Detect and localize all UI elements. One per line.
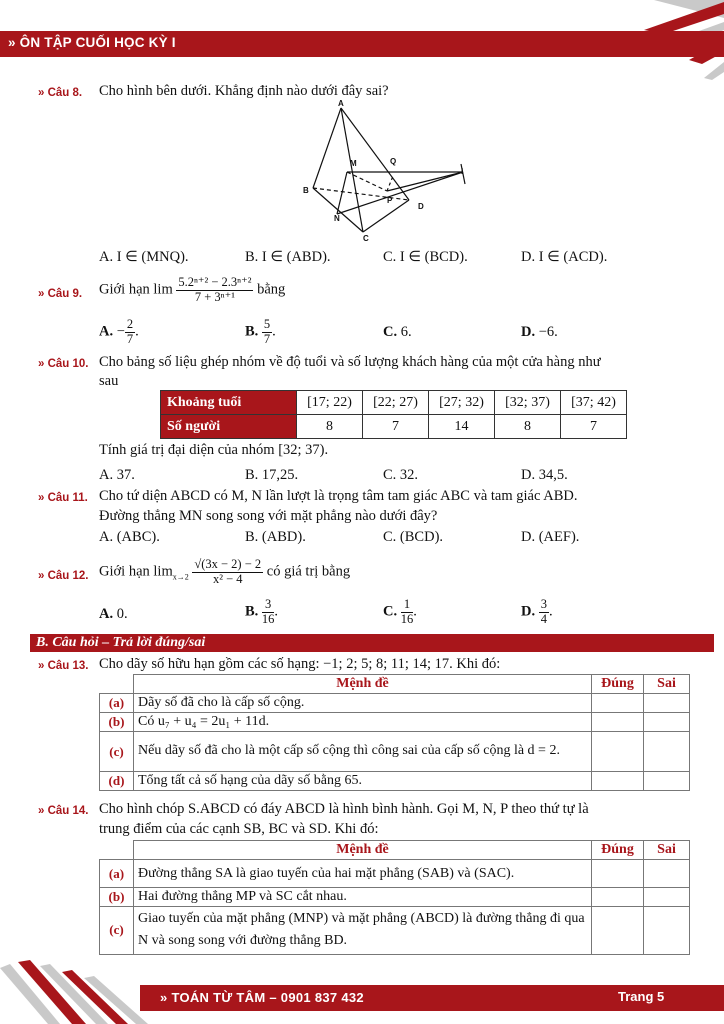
table-cell: [32; 37)	[495, 391, 561, 415]
true-cell[interactable]	[592, 907, 644, 955]
header-false: Sai	[644, 675, 690, 694]
row-statement: Có u₇ + u₄ = 2u₁ + 11d.	[134, 713, 592, 732]
table-row	[100, 860, 690, 888]
table-cell: [37; 42)	[561, 391, 627, 415]
option-label: A.	[99, 606, 114, 622]
table-cell: [17; 22)	[297, 391, 363, 415]
q13-number: » Câu 13.	[38, 660, 89, 672]
q12-text-after: có giá trị bằng	[266, 563, 351, 580]
q11-option-d[interactable]: D. (AEF).	[521, 529, 580, 545]
q14-line1: Cho hình chóp S.ABCD có đáy ABCD là hình bình hành. Gọi M, N, P theo thứ tự là	[99, 801, 589, 817]
table-row	[161, 415, 627, 439]
row-label: (b)	[100, 713, 134, 732]
option-fraction	[125, 318, 135, 347]
option-label: B.	[245, 603, 259, 620]
q8-number: » Câu 8.	[38, 87, 83, 99]
option-label: A.	[99, 323, 114, 340]
q9-expression	[99, 276, 285, 305]
frac-den: 16	[261, 611, 275, 626]
row-label: (a)	[100, 694, 134, 713]
table-header-age: Khoảng tuổi	[161, 391, 297, 415]
option-fraction	[262, 318, 272, 347]
q12-expression	[99, 558, 350, 587]
q10-option-b[interactable]: B. 17,25.	[245, 467, 299, 483]
q12-option-d[interactable]: D. $\frac{3}{4}$ .	[521, 597, 553, 626]
true-cell[interactable]	[592, 772, 644, 791]
footer-contact: » TOÁN TỪ TÂM – 0901 837 432	[160, 990, 364, 1005]
table-header-row	[100, 675, 690, 694]
q12-text-before: Giới hạn lim	[99, 563, 173, 580]
q12-frac-den: x² − 4	[212, 571, 243, 586]
fig-label-d: D	[418, 202, 424, 211]
true-cell[interactable]	[592, 732, 644, 772]
fig-label-q: Q	[390, 157, 397, 166]
option-value: 0	[116, 606, 124, 622]
true-cell[interactable]	[592, 713, 644, 732]
option-label: D.	[521, 324, 536, 340]
q8-option-d[interactable]: D. I ∈ (ACD).	[521, 249, 608, 265]
table-cell: 14	[429, 415, 495, 439]
fig-label-p: P	[387, 196, 393, 205]
table-blank	[100, 675, 134, 694]
q13-text: Cho dãy số hữu hạn gồm các số hạng: −1; 2; 5; 8; 11; 14; 17. Khi đó:	[99, 656, 501, 672]
q14-line2: trung điểm của các cạnh SB, BC và SD. Khi đó:	[99, 821, 379, 837]
false-cell[interactable]	[644, 772, 690, 791]
false-cell[interactable]	[644, 860, 690, 888]
option-label: C.	[383, 324, 398, 340]
q11-line2: Đường thẳng MN song song với mặt phẳng nào dưới đây?	[99, 508, 438, 524]
q9-frac-den: 7 + 3ⁿ⁺¹	[194, 289, 235, 304]
row-statement: Nếu dãy số đã cho là một cấp số cộng thì công sai của cấp số cộng là d = 2.	[134, 732, 592, 772]
option-value: −6	[538, 324, 555, 340]
frac-num: 3	[540, 597, 547, 611]
q11-line1: Cho tứ diện ABCD có M, N lần lượt là trọng tâm tam giác ABC và tam giác ABD.	[99, 488, 578, 504]
q12-option-a[interactable]: A. 0.	[99, 606, 128, 622]
fig-label-i: I	[461, 167, 464, 176]
table-blank	[100, 841, 134, 860]
fig-label-b: B	[303, 186, 309, 195]
q10-question: Tính giá trị đại diện của nhóm [32; 37).	[99, 442, 329, 458]
false-cell[interactable]	[644, 713, 690, 732]
q9-frac-num: 5.2ⁿ⁺² − 2.3ⁿ⁺²	[178, 275, 252, 289]
table-row	[100, 772, 690, 791]
q9-fraction	[176, 276, 253, 305]
table-cell: [27; 32)	[429, 391, 495, 415]
q9-text-before: Giới hạn lim	[99, 281, 173, 298]
frac-den: 7	[263, 331, 271, 346]
q9-number: » Câu 9.	[38, 288, 83, 300]
page-number: Trang 5	[618, 989, 665, 1004]
false-cell[interactable]	[644, 732, 690, 772]
q9-option-d[interactable]: D. −6.	[521, 324, 558, 340]
true-cell[interactable]	[592, 860, 644, 888]
row-label: (d)	[100, 772, 134, 791]
frac-num: 1	[401, 598, 414, 613]
row-label: (c)	[100, 732, 134, 772]
q12-lim-sub: x→2	[172, 572, 189, 582]
false-cell[interactable]	[644, 888, 690, 907]
q10-text-line1: Cho bảng số liệu ghép nhóm về độ tuổi và số lượng khách hàng của một cửa hàng như	[99, 354, 601, 370]
q10-age-table	[160, 390, 627, 439]
header-true: Đúng	[592, 675, 644, 694]
q8-option-c[interactable]: C. I ∈ (BCD).	[383, 249, 468, 265]
table-row	[100, 732, 690, 772]
q9-text-after: bằng	[257, 281, 286, 298]
table-row	[161, 391, 627, 415]
fig-label-n: N	[334, 214, 340, 223]
q11-option-b[interactable]: B. (ABD).	[245, 529, 306, 545]
false-cell[interactable]	[644, 907, 690, 955]
q12-frac-num: √(3x − 2) − 2	[194, 557, 262, 571]
row-statement: Hai đường thẳng MP và SC cắt nhau.	[134, 888, 592, 907]
q8-option-b[interactable]: B. I ∈ (ABD).	[245, 249, 331, 265]
q11-number: » Câu 11.	[38, 492, 88, 504]
table-cell: 8	[297, 415, 363, 439]
header-title: » ÔN TẬP CUỐI HỌC KỲ I	[8, 35, 176, 50]
table-row	[100, 713, 690, 732]
fig-label-a: A	[338, 99, 344, 108]
q11-option-a[interactable]: A. (ABC).	[99, 529, 160, 545]
table-row	[100, 888, 690, 907]
q12-option-c[interactable]: C. $\frac{1}{16}$ .	[383, 597, 417, 626]
q9-option-c[interactable]: C. 6.	[383, 324, 412, 340]
true-cell[interactable]	[592, 888, 644, 907]
q10-option-c[interactable]: C. 32.	[383, 467, 419, 483]
frac-num: 3	[262, 598, 275, 613]
header-true: Đúng	[592, 841, 644, 860]
option-sign: −	[116, 323, 125, 340]
q10-text-line2: sau	[99, 373, 119, 389]
q12-option-b[interactable]: B. $\frac{3}{16}$ .	[245, 597, 279, 626]
row-label: (c)	[100, 907, 134, 955]
frac-den: 16	[400, 611, 414, 626]
row-label: (b)	[100, 888, 134, 907]
row-statement: Giao tuyến của mặt phẳng (MNP) và mặt phẳng (ABCD) là đường thẳng đi qua N và song song với đường thẳng BD.	[134, 907, 592, 955]
q10-option-a[interactable]: A. 37.	[99, 467, 135, 483]
table-row	[100, 907, 690, 955]
row-statement: Đường thẳng SA là giao tuyến của hai mặt phẳng (SAB) và (SAC).	[134, 860, 592, 888]
table-cell: 8	[495, 415, 561, 439]
frac-num: 2	[126, 317, 134, 331]
option-value: 6	[400, 324, 408, 340]
header-statement: Mệnh đề	[134, 841, 592, 860]
q12-fraction	[192, 558, 263, 587]
q8-figure	[295, 96, 475, 242]
option-label: C.	[383, 603, 398, 620]
q14-truefalse-table	[99, 840, 690, 955]
table-header-count: Số người	[161, 415, 297, 439]
table-cell: 7	[561, 415, 627, 439]
q10-number: » Câu 10.	[38, 358, 89, 370]
false-cell[interactable]	[644, 694, 690, 713]
frac-den: 4	[540, 611, 547, 626]
option-label: D.	[521, 603, 536, 620]
q9-option-b[interactable]: B. $\frac{5}{7}$ .	[245, 317, 276, 346]
q14-number: » Câu 14.	[38, 805, 89, 817]
option-label: B.	[245, 323, 259, 340]
true-cell[interactable]	[592, 694, 644, 713]
table-cell: 7	[363, 415, 429, 439]
q11-option-c[interactable]: C. (BCD).	[383, 529, 444, 545]
q10-option-d[interactable]: D. 34,5.	[521, 467, 568, 483]
q8-option-a[interactable]: A. I ∈ (MNQ).	[99, 249, 189, 265]
row-statement: Tổng tất cả số hạng của dãy số bằng 65.	[134, 772, 592, 791]
q8-text: Cho hình bên dưới. Khẳng định nào dưới đây sai?	[99, 83, 389, 99]
frac-num: 5	[263, 317, 271, 331]
q13-truefalse-table	[99, 674, 690, 791]
section-b-title: B. Câu hỏi – Trả lời đúng/sai	[36, 635, 206, 650]
q12-number: » Câu 12.	[38, 570, 89, 582]
header-false: Sai	[644, 841, 690, 860]
q9-option-a[interactable]: A. − $\frac{2}{7}$ .	[99, 317, 139, 346]
table-cell: [22; 27)	[363, 391, 429, 415]
table-row	[100, 694, 690, 713]
fig-label-c: C	[363, 234, 369, 243]
header-statement: Mệnh đề	[134, 675, 592, 694]
option-fraction	[262, 598, 275, 627]
row-statement: Dãy số đã cho là cấp số cộng.	[134, 694, 592, 713]
frac-den: 7	[126, 331, 134, 346]
option-fraction	[401, 598, 414, 627]
table-header-row	[100, 841, 690, 860]
option-fraction	[539, 598, 549, 627]
fig-label-m: M	[350, 159, 357, 168]
row-label: (a)	[100, 860, 134, 888]
